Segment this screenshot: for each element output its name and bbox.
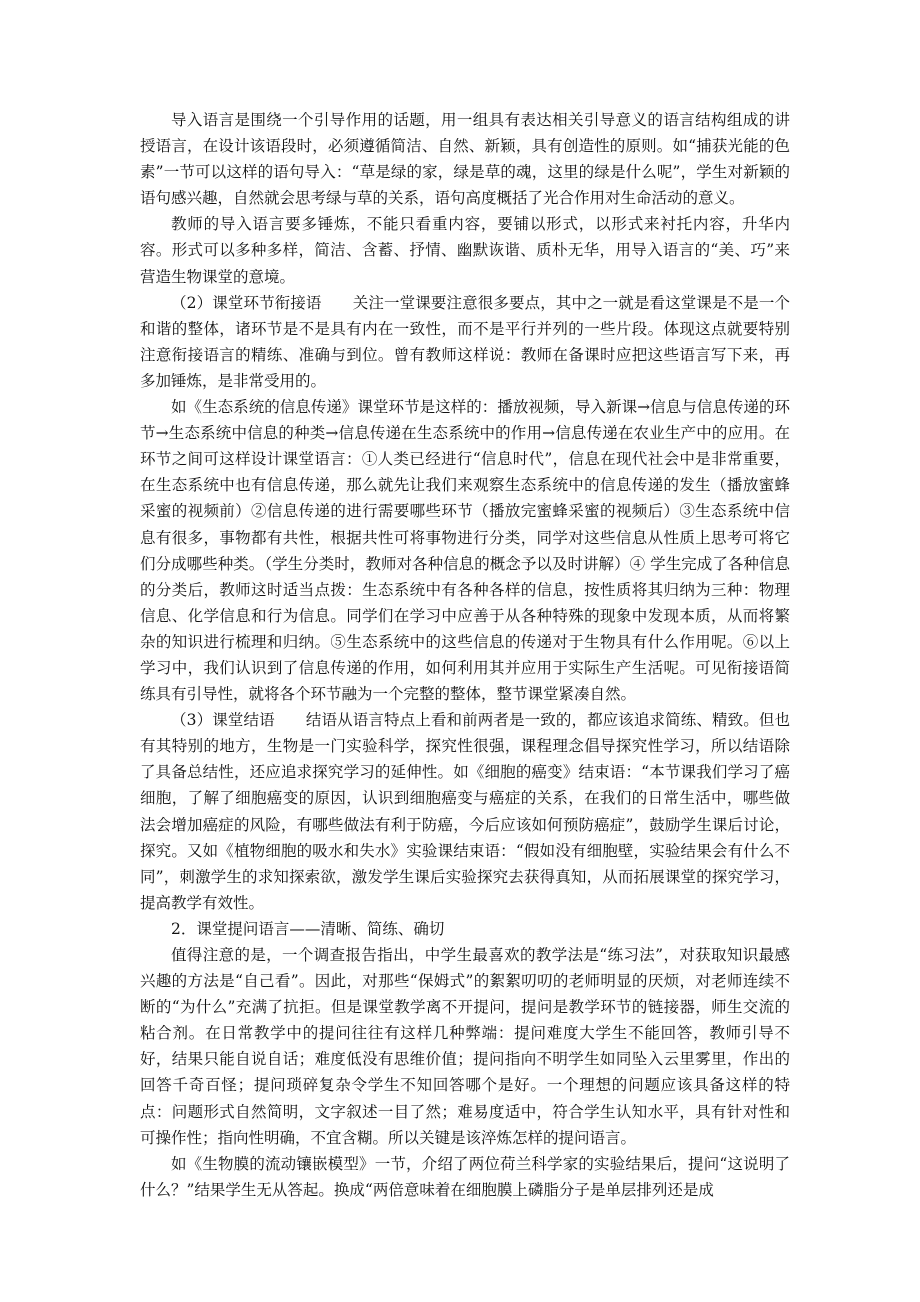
paragraph-transition-language: （2）课堂环节衔接语 关注一堂课要注意很多要点，其中之一就是看这堂课是不是一个和谐的整体，诸环节是不是具有内在一致性，而不是平行并列的一些片段。体现这点就要特别注意衔接语言的精练、准确与到位。曾有教师这样说：教师在备课时应把这些语言写下来，再多加锤炼，是非常受用的。: [140, 293, 790, 390]
section-heading-questioning: 2．课堂提问语言——清晰、简练、确切: [171, 919, 445, 938]
paragraph-intro-refine: 教师的导入语言要多锤炼，不能只看重内容，要铺以形式，以形式来衬托内容，升华内容。形式可以多种多样，简洁、含蓄、抒情、幽默诙谐、质朴无华，用导入语言的“美、巧”来营造生物课堂的意境。: [140, 215, 790, 286]
document-page: [140, 107, 790, 1203]
paragraph-intro-language: 导入语言是围绕一个引导作用的话题，用一组具有表达相关引导意义的语言结构组成的讲授语言，在设计该语段时，必须遵循简洁、自然、新颖，具有创造性的原则。如“捕获光能的色素”一节可以这样的语句导入：“草是绿的家，绿是草的魂，这里的绿是什么呢”，学生对新颖的语句感兴趣，自然就会思考绿与草的关系，语句高度概括了光合作用对生命活动的意义。: [140, 111, 790, 208]
paragraph-transition-example: 如《生态系统的信息传递》课堂环节是这样的：播放视频，导入新课→信息与信息传递的环节→生态系统中信息的种类→信息传递在生态系统中的作用→信息传递在农业生产中的应用。在环节之间可这样设计课堂语言：①人类已经进行“信息时代”，信息在现代社会中是非常重要，在生态系统中也有信息传递，那么就先让我们来观察生态系统中的信息传递的发生（播放蜜蜂采蜜的视频前）②信息传递的进行需要哪些环节（播放完蜜蜂采蜜的视频后）③生态系统中信息有很多，事物都有共性，根据共性可将事物进行分类，同学对这些信息从性质上思考可将它们分成哪些种类。（学生分类时，教师对各种信息的概念予以及时讲解）④ 学生完成了各种信息的分类后，教师这时适当点拨：生态系统中有各种各样的信息，按性质将其归纳为三种：物理信息、化学信息和行为信息。同学们在学习中应善于从各种特殊的现象中发现本质，从而将繁杂的知识进行梳理和归纳。⑤生态系统中的这些信息的传递对于生物具有什么作用呢。⑥以上学习中，我们认识到了信息传递的作用，如何利用其并应用于实际生产生活呢。可见衔接语简练具有引导性，就将各个环节融为一个完整的整体，整节课堂紧凑自然。: [140, 398, 790, 704]
paragraph-closing-language: （3）课堂结语 结语从语言特点上看和前两者是一致的，都应该追求简练、精致。但也有其特别的地方，生物是一门实验科学，探究性很强，课程理念倡导探究性学习，所以结语除了具备总结性，还应追求探究学习的延伸性。如《细胞的癌变》结束语：“本节课我们学习了癌细胞，了解了细胞癌变的原因，认识到细胞癌变与癌症的关系，在我们的日常生活中，哪些做法会增加癌症的风险，有哪些做法有利于防癌，今后应该如何预防癌症”，鼓励学生课后讨论，探究。又如《植物细胞的吸水和失水》实验课结束语：“假如没有细胞壁，实验结果会有什么不同”，刺激学生的求知探索欲，激发学生课后实验探究去获得真知，从而拓展课堂的探究学习，提高教学有效性。: [140, 711, 790, 912]
paragraph-questioning-example: 如《生物膜的流动镶嵌模型》一节，介绍了两位荷兰科学家的实验结果后，提问“这说明了什么？”结果学生无从答起。换成“两倍意味着在细胞膜上磷脂分子是单层排列还是成: [140, 1154, 790, 1199]
paragraph-questioning: 值得注意的是，一个调查报告指出，中学生最喜欢的教学法是“练习法”，对获取知识最感兴趣的方法是“自己看”。因此，对那些“保姆式”的絮絮叨叨的老师明显的厌烦，对老师连续不断的“为什么”充满了抗拒。但是课堂教学离不开提问，提问是教学环节的链接器，师生交流的粘合剂。在日常教学中的提问往往有这样几种弊端：提问难度大学生不能回答，教师引导不好，结果只能自说自话；难度低没有思维价值；提问指向不明学生如同坠入云里雾里，作出的回答千奇百怪；提问琐碎复杂令学生不知回答哪个是好。一个理想的问题应该具备这样的特点：问题形式自然简明，文字叙述一目了然；难易度适中，符合学生认知水平，具有针对性和可操作性；指向性明确，不宜含糊。所以关键是该淬炼怎样的提问语言。: [140, 946, 790, 1147]
